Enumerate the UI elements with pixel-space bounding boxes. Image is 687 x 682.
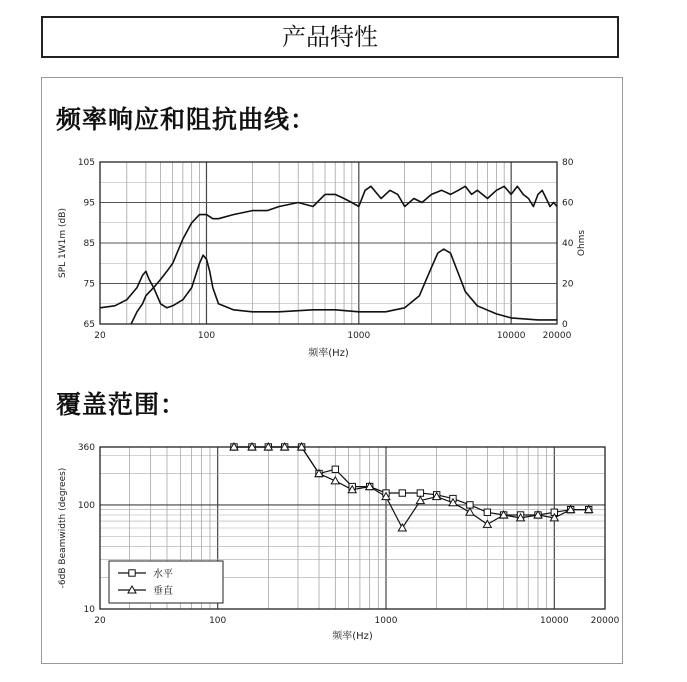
y2-tick-label: 60 <box>562 198 574 209</box>
impedance-curve <box>100 249 557 320</box>
x-tick-label: 10000 <box>496 331 526 341</box>
data-point-triangle <box>466 508 474 515</box>
y-tick-label: 95 <box>83 198 95 209</box>
data-point-triangle <box>398 524 406 531</box>
x-tick-label: 1000 <box>347 331 371 341</box>
y-axis-label: -6dB Beamwidth (degrees) <box>58 467 68 589</box>
y2-tick-label: 40 <box>562 239 574 249</box>
x-tick-label: 20 <box>94 616 106 626</box>
data-point-square <box>467 502 473 508</box>
x-tick-label: 1000 <box>374 616 398 626</box>
y2-axis-label: Ohms <box>577 229 587 257</box>
x-tick-label: 100 <box>197 331 216 341</box>
x-tick-label: 20000 <box>590 616 620 626</box>
data-point-square <box>417 490 423 496</box>
page-title-box <box>41 16 619 58</box>
x-tick-label: 100 <box>209 616 227 626</box>
data-point-triangle <box>483 520 491 527</box>
beam-section-title: 覆盖范围： <box>56 390 187 419</box>
y-tick-label: 65 <box>83 320 95 330</box>
data-point-square <box>332 466 338 472</box>
page-title: 产品特性 <box>282 23 378 51</box>
y-tick-label: 85 <box>83 239 95 249</box>
data-point-square <box>129 570 135 576</box>
frequency-impedance-chart <box>45 152 590 367</box>
y2-tick-label: 20 <box>562 279 574 290</box>
y2-tick-label: 0 <box>562 320 568 330</box>
x-tick-label: 20 <box>94 331 106 341</box>
y-tick-label: 360 <box>77 443 95 453</box>
y-axis-label: SPL 1W1m (dB) <box>58 208 68 278</box>
x-axis-label: 频率(Hz) <box>308 348 349 359</box>
data-point-square <box>484 509 490 515</box>
x-tick-label: 20000 <box>542 331 572 341</box>
x-tick-label: 10000 <box>540 616 569 626</box>
x-axis-label: 频率(Hz) <box>332 631 373 642</box>
y-tick-label: 100 <box>77 500 95 511</box>
legend-label: 水平 <box>153 569 173 580</box>
y2-tick-label: 80 <box>562 158 574 168</box>
y-tick-label: 10 <box>83 605 95 615</box>
beamwidth-chart <box>45 437 620 652</box>
y-tick-label: 105 <box>77 158 95 168</box>
freq-section-title: 频率响应和阻抗曲线： <box>56 105 317 134</box>
data-point-square <box>399 490 405 496</box>
data-point-triangle <box>331 477 339 484</box>
chart-legend <box>109 561 223 603</box>
legend-label: 垂直 <box>153 586 173 597</box>
y-tick-label: 75 <box>83 279 95 290</box>
